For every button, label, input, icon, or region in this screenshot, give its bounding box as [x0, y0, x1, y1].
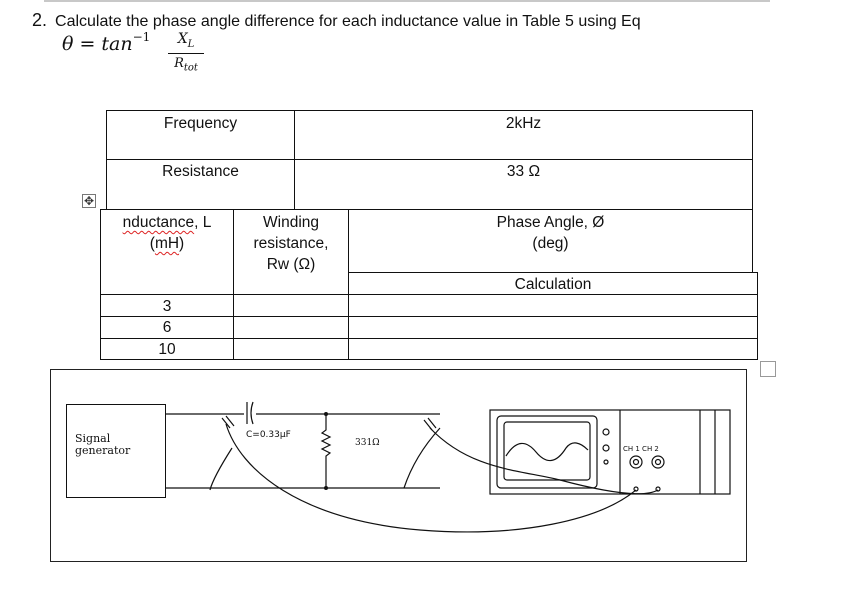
frequency-value: 2kHz: [505, 115, 542, 132]
probe-clip-2: [424, 418, 436, 430]
probe-cable-1: [226, 424, 636, 532]
generator-cable-2: [404, 428, 440, 488]
resistance-value: 33 Ω: [506, 163, 541, 180]
probe-cable-2: [430, 428, 658, 494]
row-2-value: 6: [162, 319, 172, 336]
formula-denominator: $R_{tot}$: [174, 55, 198, 74]
table-move-handle-icon[interactable]: ✥: [83, 194, 95, 208]
header-winding: Winding resistance, Rw (Ω): [253, 214, 329, 273]
ch1-connector-icon: [630, 456, 642, 468]
row-3-value: 10: [158, 341, 176, 358]
knob-icon: [603, 429, 609, 435]
formula-tan: tan: [101, 33, 133, 55]
waveform: [506, 443, 588, 461]
header-inductance: nductance, L (mH): [122, 214, 212, 252]
frequency-label: Frequency: [163, 115, 238, 132]
question-body: Calculate the phase angle difference for each inductance value in Table 5 using Eq: [55, 13, 641, 30]
formula-equals: =: [79, 33, 96, 55]
formula-theta: θ: [62, 33, 74, 55]
row-1-value: 3: [162, 298, 172, 315]
generator-cable-1: [210, 448, 232, 490]
formula-numerator: $X_L$: [168, 31, 204, 54]
signal-generator-label: Signal generator: [75, 432, 131, 457]
resistor-label: 331Ω: [355, 438, 380, 448]
header-calculation: Calculation: [514, 276, 592, 293]
question-number: 2.: [32, 10, 48, 30]
channel-label: CH 1 CH 2: [623, 445, 659, 453]
formula-inverse: −1: [132, 30, 151, 44]
probe-clip-1: [222, 416, 234, 428]
capacitor-symbol: [247, 402, 253, 424]
header-phase: Phase Angle, Ø (deg): [496, 214, 605, 252]
capacitor-label: C=0.33μF: [246, 430, 291, 440]
resistance-label: Resistance: [162, 163, 239, 180]
resistor-symbol: [322, 414, 330, 488]
ch2-connector-icon: [652, 456, 664, 468]
